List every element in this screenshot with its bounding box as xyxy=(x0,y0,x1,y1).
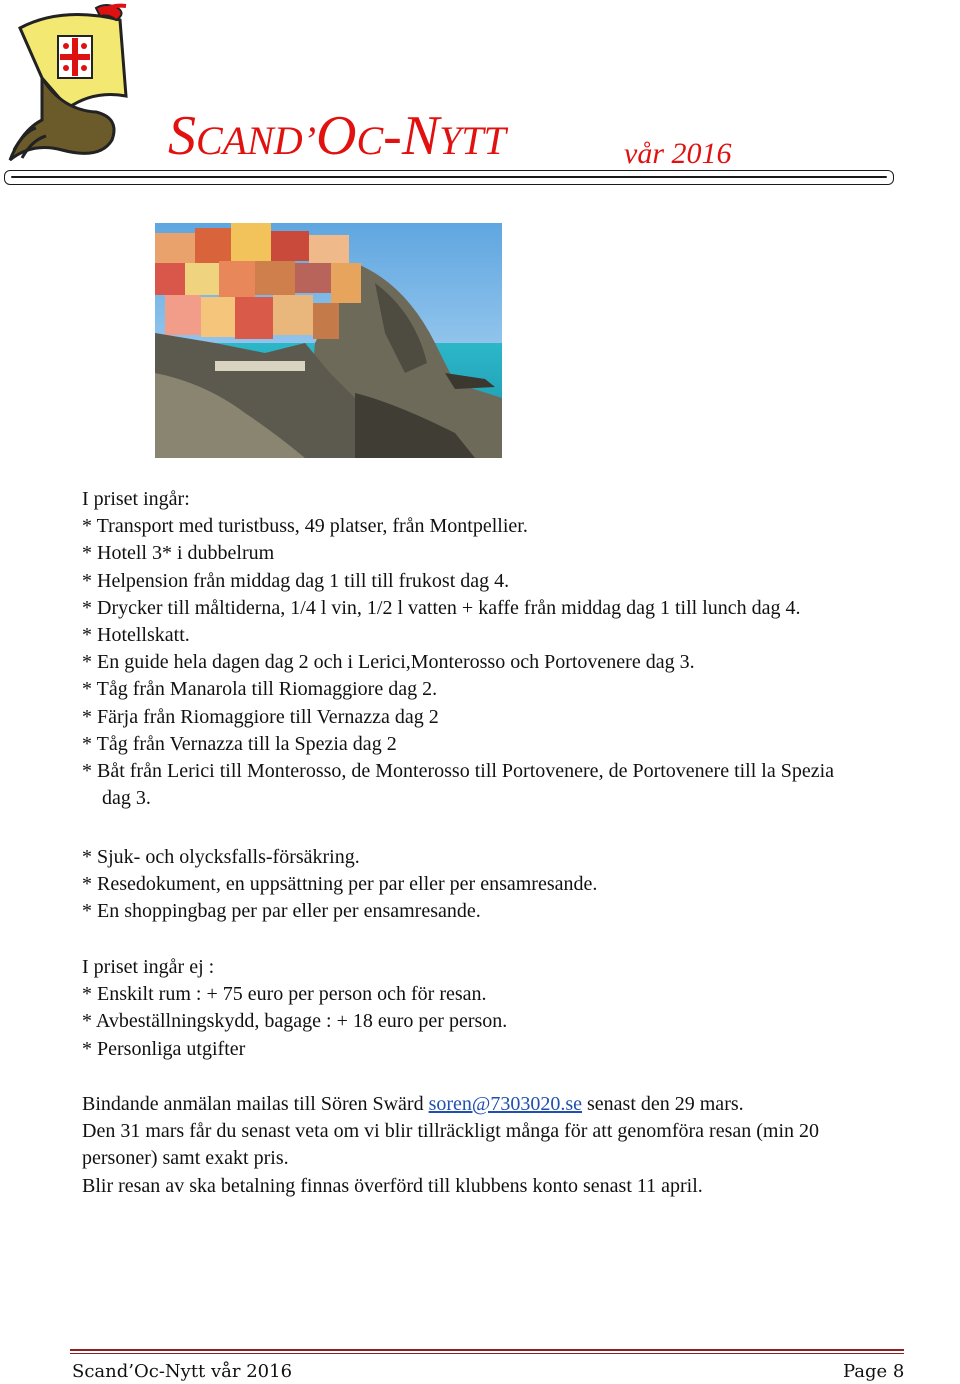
list-item: * En shoppingbag per par eller per ensamresande. xyxy=(82,900,481,923)
list-item: * Sjuk- och olycksfalls-försäkring. xyxy=(82,846,360,868)
excluded-heading: I priset ingår ej : xyxy=(82,956,215,978)
title-dash: - xyxy=(383,105,402,167)
list-item: * Transport med turistbuss, 49 platser, från Montpellier. xyxy=(82,515,528,538)
page-number: Page 8 xyxy=(843,1361,905,1382)
booking-text-post: senast den 29 mars. xyxy=(587,1093,744,1115)
list-item: * Personliga utgifter xyxy=(82,1037,246,1060)
footer-title: Scand’Oc-Nytt vår 2016 xyxy=(72,1361,293,1382)
title-apostrophe: ’ xyxy=(302,118,317,163)
title-letter-n: N xyxy=(401,105,440,167)
list-item: * Färja från Riomaggiore till Vernazza dag 2 xyxy=(82,705,439,728)
season-label: vår 2016 xyxy=(624,137,732,170)
list-item: * Enskilt rum : + 75 euro per person och för resan. xyxy=(82,983,487,1006)
cinque-terre-photo xyxy=(155,223,502,458)
list-item: * Drycker till måltiderna, 1/4 l vin, 1/2 l vatten + kaffe från middag dag 1 till lunch dag 4. xyxy=(82,596,801,619)
cinque-terre-village-photo-icon xyxy=(155,223,502,458)
booking-line-3: personer) samt exakt pris. xyxy=(82,1147,289,1170)
included-section xyxy=(82,486,834,812)
list-item: * Båt från Lerici till Monterosso, de Monterosso till Portovenere, de Portovenere till la Spezia xyxy=(82,760,835,783)
masthead-title xyxy=(168,104,732,170)
title-cand: CAND xyxy=(196,118,303,163)
list-item: * Hotell 3* i dubbelrum xyxy=(82,542,275,565)
list-item: * Helpension från middag dag 1 till till frukost dag 4. xyxy=(82,569,510,592)
booking-text-pre: Bindande anmälan mailas till Sören Swärd xyxy=(82,1093,424,1115)
title-ytt: YTT xyxy=(439,118,506,163)
excluded-section xyxy=(82,954,507,1063)
list-item: * Avbeställningskydd, bagage : + 18 euro per person. xyxy=(82,1010,508,1033)
booking-line-1 xyxy=(82,1091,819,1118)
header-divider xyxy=(4,170,894,185)
included-heading: I priset ingår: xyxy=(82,488,190,510)
title-letter-c: C xyxy=(356,118,384,163)
booking-section xyxy=(82,1091,819,1200)
booking-line-4: Blir resan av ska betalning finnas överförd till klubbens konto senast 11 april. xyxy=(82,1174,703,1197)
list-item: * Tåg från Vernazza till la Spezia dag 2 xyxy=(82,732,397,755)
extras-section xyxy=(82,844,597,926)
list-item: * Resedokument, en uppsättning per par eller per ensamresande. xyxy=(82,873,598,896)
footer-divider xyxy=(70,1349,904,1355)
list-item: * Tåg från Manarola till Riomaggiore dag 2. xyxy=(82,678,438,701)
booking-line-2: Den 31 mars får du senast veta om vi blir tillräckligt många för att genomföra resan (min 20 xyxy=(82,1120,820,1143)
title-letter-o: O xyxy=(316,105,357,167)
list-item-continuation: dag 3. xyxy=(102,787,151,810)
dragon-banner-logo-icon xyxy=(2,0,134,168)
email-link[interactable]: soren@7303020.se xyxy=(428,1093,582,1115)
logo xyxy=(2,0,134,168)
list-item: * En guide hela dagen dag 2 och i Lerici,Monterosso och Portovenere dag 3. xyxy=(82,651,695,674)
title-letter-s: S xyxy=(168,105,196,167)
list-item: * Hotellskatt. xyxy=(82,624,190,647)
